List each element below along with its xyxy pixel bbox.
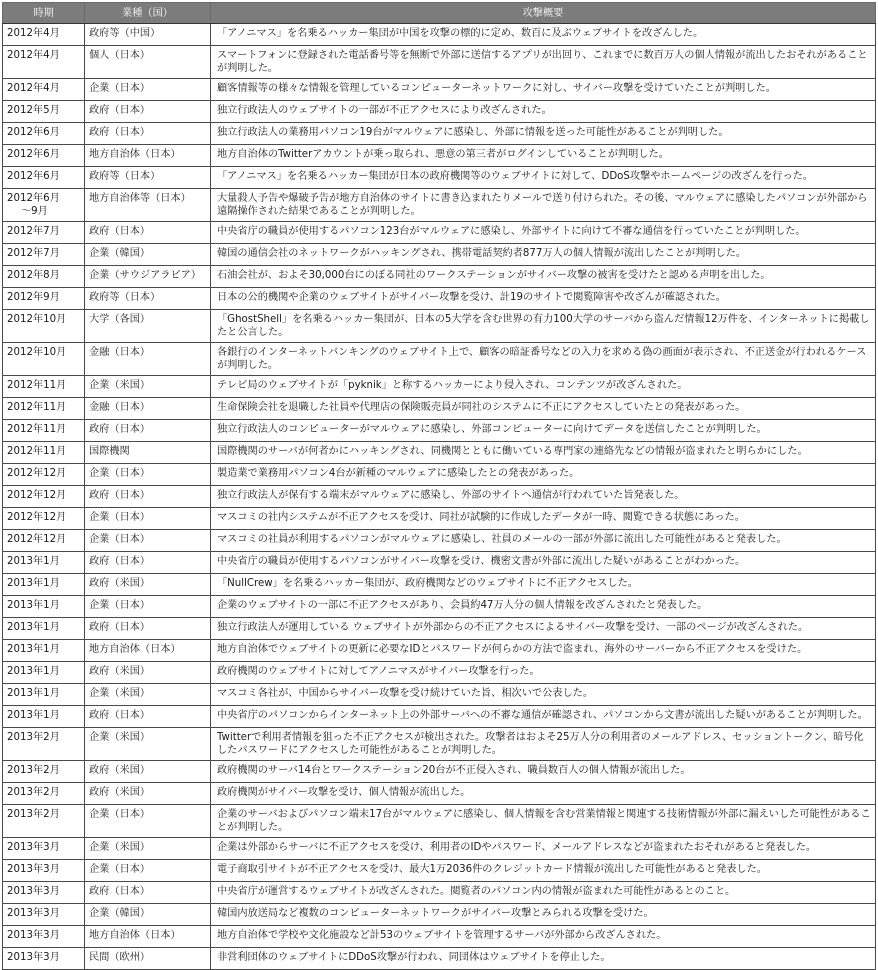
period-text: 2012年8月 — [7, 270, 60, 281]
table-row — [3, 189, 876, 222]
period-text: 2013年1月 — [7, 600, 60, 611]
table-row — [3, 838, 876, 860]
period-cell — [3, 442, 85, 464]
sector-cell: 地方自治体（日本） — [85, 640, 211, 662]
period-text: 2012年4月 — [7, 50, 60, 61]
period-text: 2013年2月 — [7, 787, 60, 798]
sector-cell: 金融（日本） — [85, 398, 211, 420]
sector-cell: 地方自治体（日本） — [85, 926, 211, 948]
period-cell — [3, 530, 85, 552]
period-cell — [3, 145, 85, 167]
summary-cell: 韓国内放送局など複数のコンピューターネットワークがサイバー攻撃とみられる攻撃を受けた。 — [211, 904, 876, 926]
sector-cell: 企業（韓国） — [85, 244, 211, 266]
sector-cell: 企業（日本） — [85, 805, 211, 838]
sector-cell: 企業（日本） — [85, 508, 211, 530]
table-row — [3, 288, 876, 310]
period-cell — [3, 596, 85, 618]
summary-cell: 独立行政法人が運用している ウェブサイトが外部からの不正アクセスによるサイバー攻撃を受け、一部のページが改ざんされた。 — [211, 618, 876, 640]
period-cell — [3, 167, 85, 189]
table-header-row — [3, 3, 876, 24]
period-cell — [3, 266, 85, 288]
sector-cell: 企業（サウジアラビア） — [85, 266, 211, 288]
header-sector: 業種（国） — [85, 3, 211, 24]
table-row — [3, 530, 876, 552]
period-cell — [3, 46, 85, 79]
summary-cell: 独立行政法人のウェブサイトの一部が不正アクセスにより改ざんされた。 — [211, 101, 876, 123]
table-row — [3, 167, 876, 189]
period-text: 2012年5月 — [7, 105, 60, 116]
summary-cell: マスコミの社内システムが不正アクセスを受け、同社が試験的に作成したデータが一時、閲覧できる状態にあった。 — [211, 508, 876, 530]
period-cell — [3, 464, 85, 486]
table-row — [3, 244, 876, 266]
sector-cell: 政府（日本） — [85, 222, 211, 244]
table-row — [3, 761, 876, 783]
table-row — [3, 486, 876, 508]
table-row — [3, 79, 876, 101]
sector-cell: 個人（日本） — [85, 46, 211, 79]
summary-cell: 電子商取引サイトが不正アクセスを受け、最大1万2036件のクレジットカード情報が流出した可能性があると発表した。 — [211, 860, 876, 882]
sector-cell: 大学（各国） — [85, 310, 211, 343]
sector-cell: 政府（日本） — [85, 101, 211, 123]
table-row — [3, 343, 876, 376]
period-cell — [3, 398, 85, 420]
summary-cell: マスコミの社員が利用するパソコンがマルウェアに感染し、社員のメールの一部が外部に流出した可能性があると発表した。 — [211, 530, 876, 552]
sector-cell: 民間（欧州） — [85, 948, 211, 970]
period-cell — [3, 24, 85, 46]
period-text: 2012年11月 — [7, 446, 67, 457]
table-row — [3, 882, 876, 904]
period-text: 2012年6月 — [7, 171, 60, 182]
sector-cell: 政府（米国） — [85, 574, 211, 596]
sector-cell: 地方自治体等（日本） — [85, 189, 211, 222]
period-text: 2012年10月 — [7, 314, 67, 325]
period-text: 2012年11月 — [7, 402, 67, 413]
summary-cell: 企業のウェブサイトの一部に不正アクセスがあり、会員約47万人分の個人情報を改ざんされたと発表した。 — [211, 596, 876, 618]
summary-cell: 中央省庁のパソコンからインターネット上の外部サーバへの不審な通信が確認され、パソコンから文書が流出した疑いがあることが判明した。 — [211, 706, 876, 728]
header-summary: 攻撃概要 — [211, 3, 876, 24]
table-row — [3, 464, 876, 486]
summary-cell: 企業は外部からサーバに不正アクセスを受け、利用者のIDやパスワード、メールアドレスなどが盗まれたおそれがあると発表した。 — [211, 838, 876, 860]
sector-cell: 政府等（日本） — [85, 167, 211, 189]
table-row — [3, 46, 876, 79]
summary-cell: 「アノニマス」を名乗るハッカー集団が中国を攻撃の標的に定め、数百に及ぶウェブサイトを改ざんした。 — [211, 24, 876, 46]
period-cell — [3, 420, 85, 442]
summary-cell: 石油会社が、およそ30,000台にのぼる同社のワークステーションがサイバー攻撃の被害を受けたと認める声明を出した。 — [211, 266, 876, 288]
table-row — [3, 266, 876, 288]
period-text: 2013年1月 — [7, 688, 60, 699]
sector-cell: 政府（日本） — [85, 486, 211, 508]
sector-cell: 政府（米国） — [85, 761, 211, 783]
period-cell — [3, 288, 85, 310]
sector-cell: 政府（米国） — [85, 783, 211, 805]
period-text: 2013年3月 — [7, 864, 60, 875]
table-row — [3, 662, 876, 684]
period-text: 2012年6月 — [7, 127, 60, 138]
period-text: 2013年1月 — [7, 622, 60, 633]
sector-cell: 企業（米国） — [85, 376, 211, 398]
summary-cell: テレビ局のウェブサイトが「pyknik」と称するハッカーにより侵入され、コンテンツが改ざんされた。 — [211, 376, 876, 398]
sector-cell: 政府（日本） — [85, 706, 211, 728]
period-end-text: ～9月 — [21, 206, 48, 217]
sector-cell: 政府（日本） — [85, 618, 211, 640]
summary-cell: 日本の公的機関や企業のウェブサイトがサイバー攻撃を受け、計19のサイトで閲覧障害や改ざんが確認された。 — [211, 288, 876, 310]
sector-cell: 政府（米国） — [85, 662, 211, 684]
table-row — [3, 376, 876, 398]
summary-cell: 政府機関がサイバー攻撃を受け、個人情報が流出した。 — [211, 783, 876, 805]
period-cell — [3, 222, 85, 244]
summary-cell: 企業のサーバおよびパソコン端末17台がマルウェアに感染し、個人情報を含む営業情報と関連する技術情報が外部に漏えいした可能性があることが判明した。 — [211, 805, 876, 838]
period-cell — [3, 926, 85, 948]
table-row — [3, 684, 876, 706]
sector-cell: 企業（米国） — [85, 728, 211, 761]
summary-cell: 地方自治体のTwitterアカウントが乗っ取られ、悪意の第三者がログインしていることが判明した。 — [211, 145, 876, 167]
table-row — [3, 398, 876, 420]
period-cell — [3, 123, 85, 145]
period-text: 2013年3月 — [7, 930, 60, 941]
period-cell — [3, 508, 85, 530]
summary-cell: 中央省庁が運営するウェブサイトが改ざんされた。閲覧者のパソコン内の情報が盗まれた可能性があるとのこと。 — [211, 882, 876, 904]
period-cell — [3, 904, 85, 926]
summary-cell: 「NullCrew」を名乗るハッカー集団が、政府機関などのウェブサイトに不正アクセスした。 — [211, 574, 876, 596]
table-row — [3, 706, 876, 728]
period-text: 2012年12月 — [7, 512, 67, 523]
sector-cell: 企業（日本） — [85, 860, 211, 882]
sector-cell: 企業（米国） — [85, 684, 211, 706]
period-text: 2013年3月 — [7, 952, 60, 963]
period-text: 2012年4月 — [7, 83, 60, 94]
period-cell — [3, 310, 85, 343]
sector-cell: 企業（日本） — [85, 464, 211, 486]
sector-cell: 政府等（中国） — [85, 24, 211, 46]
summary-cell: 製造業で業務用パソコン4台が新種のマルウェアに感染したとの発表があった。 — [211, 464, 876, 486]
table-row — [3, 310, 876, 343]
period-text: 2013年2月 — [7, 732, 60, 743]
period-cell — [3, 101, 85, 123]
table-row — [3, 552, 876, 574]
period-cell — [3, 552, 85, 574]
period-text: 2012年12月 — [7, 490, 67, 501]
period-text: 2012年12月 — [7, 468, 67, 479]
summary-cell: 政府機関のサーバ14台とワークステーション20台が不正侵入され、職員数百人の個人情報が流出した。 — [211, 761, 876, 783]
period-text: 2012年6月 — [7, 193, 60, 204]
summary-cell: 非営利団体のウェブサイトにDDoS攻撃が行われ、同団体はウェブサイトを停止した。 — [211, 948, 876, 970]
period-cell — [3, 838, 85, 860]
table-row — [3, 728, 876, 761]
period-cell — [3, 882, 85, 904]
table-row — [3, 420, 876, 442]
period-cell — [3, 684, 85, 706]
period-cell — [3, 706, 85, 728]
summary-cell: 地方自治体でウェブサイトの更新に必要なIDとパスワードが何らかの方法で盗まれ、海外のサーバーから不正アクセスを受けた。 — [211, 640, 876, 662]
sector-cell: 企業（米国） — [85, 838, 211, 860]
summary-cell: 各銀行のインターネットバンキングのウェブサイト上で、顧客の暗証番号などの入力を求める偽の画面が表示され、不正送金が行われるケースが判明した。 — [211, 343, 876, 376]
summary-cell: 中央省庁の職員が使用するパソコン123台がマルウェアに感染し、外部サイトに向けて不審な通信を行っていたことが判明した。 — [211, 222, 876, 244]
period-text: 2012年11月 — [7, 380, 67, 391]
summary-cell: 「アノニマス」を名乗るハッカー集団が日本の政府機関等のウェブサイトに対して、DDoS攻撃やホームページの改ざんを行った。 — [211, 167, 876, 189]
table-row — [3, 805, 876, 838]
period-cell — [3, 618, 85, 640]
table-row — [3, 123, 876, 145]
period-text: 2012年6月 — [7, 149, 60, 160]
summary-cell: 独立行政法人の業務用パソコン19台がマルウェアに感染し、外部に情報を送った可能性があることが判明した。 — [211, 123, 876, 145]
period-text: 2012年10月 — [7, 347, 67, 358]
sector-cell: 国際機関 — [85, 442, 211, 464]
summary-cell: Twitterで利用者情報を狙った不正アクセスが検出された。攻撃者はおよそ25万人分の利用者のメールアドレス、セッショントークン、暗号化したパスワードにアクセスした可能性があることが判明した。 — [211, 728, 876, 761]
period-cell — [3, 860, 85, 882]
period-text: 2013年2月 — [7, 765, 60, 776]
summary-cell: 国際機関のサーバが何者かにハッキングされ、同機関とともに働いている専門家の連絡先などの情報が盗まれたと明らかにした。 — [211, 442, 876, 464]
period-cell — [3, 662, 85, 684]
period-cell — [3, 948, 85, 970]
sector-cell: 政府（日本） — [85, 420, 211, 442]
period-text: 2012年11月 — [7, 424, 67, 435]
summary-cell: 中央省庁の職員が使用するパソコンがサイバー攻撃を受け、機密文書が外部に流出した疑いがあることがわかった。 — [211, 552, 876, 574]
period-text: 2013年1月 — [7, 578, 60, 589]
summary-cell: 顧客情報等の様々な情報を管理しているコンピューターネットワークに対し、サイバー攻撃を受けていたことが判明した。 — [211, 79, 876, 101]
period-cell — [3, 728, 85, 761]
header-period: 時期 — [3, 3, 85, 24]
summary-cell: 独立行政法人のコンピューターがマルウェアに感染し、外部コンピューターに向けてデータを送信したことが判明した。 — [211, 420, 876, 442]
sector-cell: 政府等（日本） — [85, 288, 211, 310]
sector-cell: 企業（日本） — [85, 596, 211, 618]
summary-cell: マスコミ各社が、中国からサイバー攻撃を受け続けていた旨、相次いで公表した。 — [211, 684, 876, 706]
period-cell — [3, 783, 85, 805]
summary-cell: 政府機関のウェブサイトに対してアノニマスがサイバー攻撃を行った。 — [211, 662, 876, 684]
sector-cell: 政府（日本） — [85, 123, 211, 145]
table-row — [3, 24, 876, 46]
table-row — [3, 904, 876, 926]
table-row — [3, 101, 876, 123]
sector-cell: 金融（日本） — [85, 343, 211, 376]
period-text: 2012年7月 — [7, 248, 60, 259]
period-cell — [3, 805, 85, 838]
period-text: 2013年2月 — [7, 809, 60, 820]
table-body — [3, 24, 876, 970]
table-row — [3, 508, 876, 530]
cyber-attack-table — [2, 2, 876, 970]
summary-cell: 生命保険会社を退職した社員や代理店の保険販売員が同社のシステムに不正にアクセスしていたとの発表があった。 — [211, 398, 876, 420]
period-text: 2012年12月 — [7, 534, 67, 545]
period-text: 2013年1月 — [7, 556, 60, 567]
summary-cell: 「GhostShell」を名乗るハッカー集団が、日本の5大学を含む世界の有力100大学のサーバから盗んだ情報12万件を、インターネットに掲載したと公言した。 — [211, 310, 876, 343]
table-row — [3, 860, 876, 882]
period-text: 2013年3月 — [7, 886, 60, 897]
table-row — [3, 618, 876, 640]
period-text: 2012年9月 — [7, 292, 60, 303]
period-cell — [3, 761, 85, 783]
table-row — [3, 596, 876, 618]
sector-cell: 政府（日本） — [85, 552, 211, 574]
table-row — [3, 640, 876, 662]
table-row — [3, 145, 876, 167]
sector-cell: 企業（日本） — [85, 530, 211, 552]
sector-cell: 企業（韓国） — [85, 904, 211, 926]
summary-cell: 韓国の通信会社のネットワークがハッキングされ、携帯電話契約者877万人の個人情報が流出したことが判明した。 — [211, 244, 876, 266]
attack-table-container — [2, 2, 875, 970]
period-text: 2013年3月 — [7, 842, 60, 853]
period-cell — [3, 244, 85, 266]
sector-cell: 地方自治体（日本） — [85, 145, 211, 167]
period-cell — [3, 376, 85, 398]
summary-cell: 地方自治体で学校や文化施設など計53のウェブサイトを管理するサーバが外部から改ざんされた。 — [211, 926, 876, 948]
period-cell — [3, 343, 85, 376]
period-cell — [3, 574, 85, 596]
sector-cell: 政府（日本） — [85, 882, 211, 904]
period-text: 2013年1月 — [7, 644, 60, 655]
period-text: 2013年3月 — [7, 908, 60, 919]
summary-cell: 大量殺人予告や爆破予告が地方自治体のサイトに書き込まれたりメールで送り付けられた。その後、マルウェアに感染したパソコンが外部から遠隔操作された結果であることが判明した。 — [211, 189, 876, 222]
period-cell — [3, 189, 85, 222]
period-cell — [3, 486, 85, 508]
table-row — [3, 574, 876, 596]
period-text: 2012年7月 — [7, 226, 60, 237]
sector-cell: 企業（日本） — [85, 79, 211, 101]
table-row — [3, 783, 876, 805]
summary-cell: スマートフォンに登録された電話番号等を無断で外部に送信するアプリが出回り、これまでに数百万人の個人情報が流出したおそれがあることが判明した。 — [211, 46, 876, 79]
period-text: 2013年1月 — [7, 710, 60, 721]
table-row — [3, 948, 876, 970]
period-text: 2013年1月 — [7, 666, 60, 677]
summary-cell: 独立行政法人が保有する端末がマルウェアに感染し、外部のサイトへ通信が行われていた旨発表した。 — [211, 486, 876, 508]
table-row — [3, 222, 876, 244]
period-cell — [3, 79, 85, 101]
period-text: 2012年4月 — [7, 28, 60, 39]
table-row — [3, 926, 876, 948]
period-cell — [3, 640, 85, 662]
table-row — [3, 442, 876, 464]
